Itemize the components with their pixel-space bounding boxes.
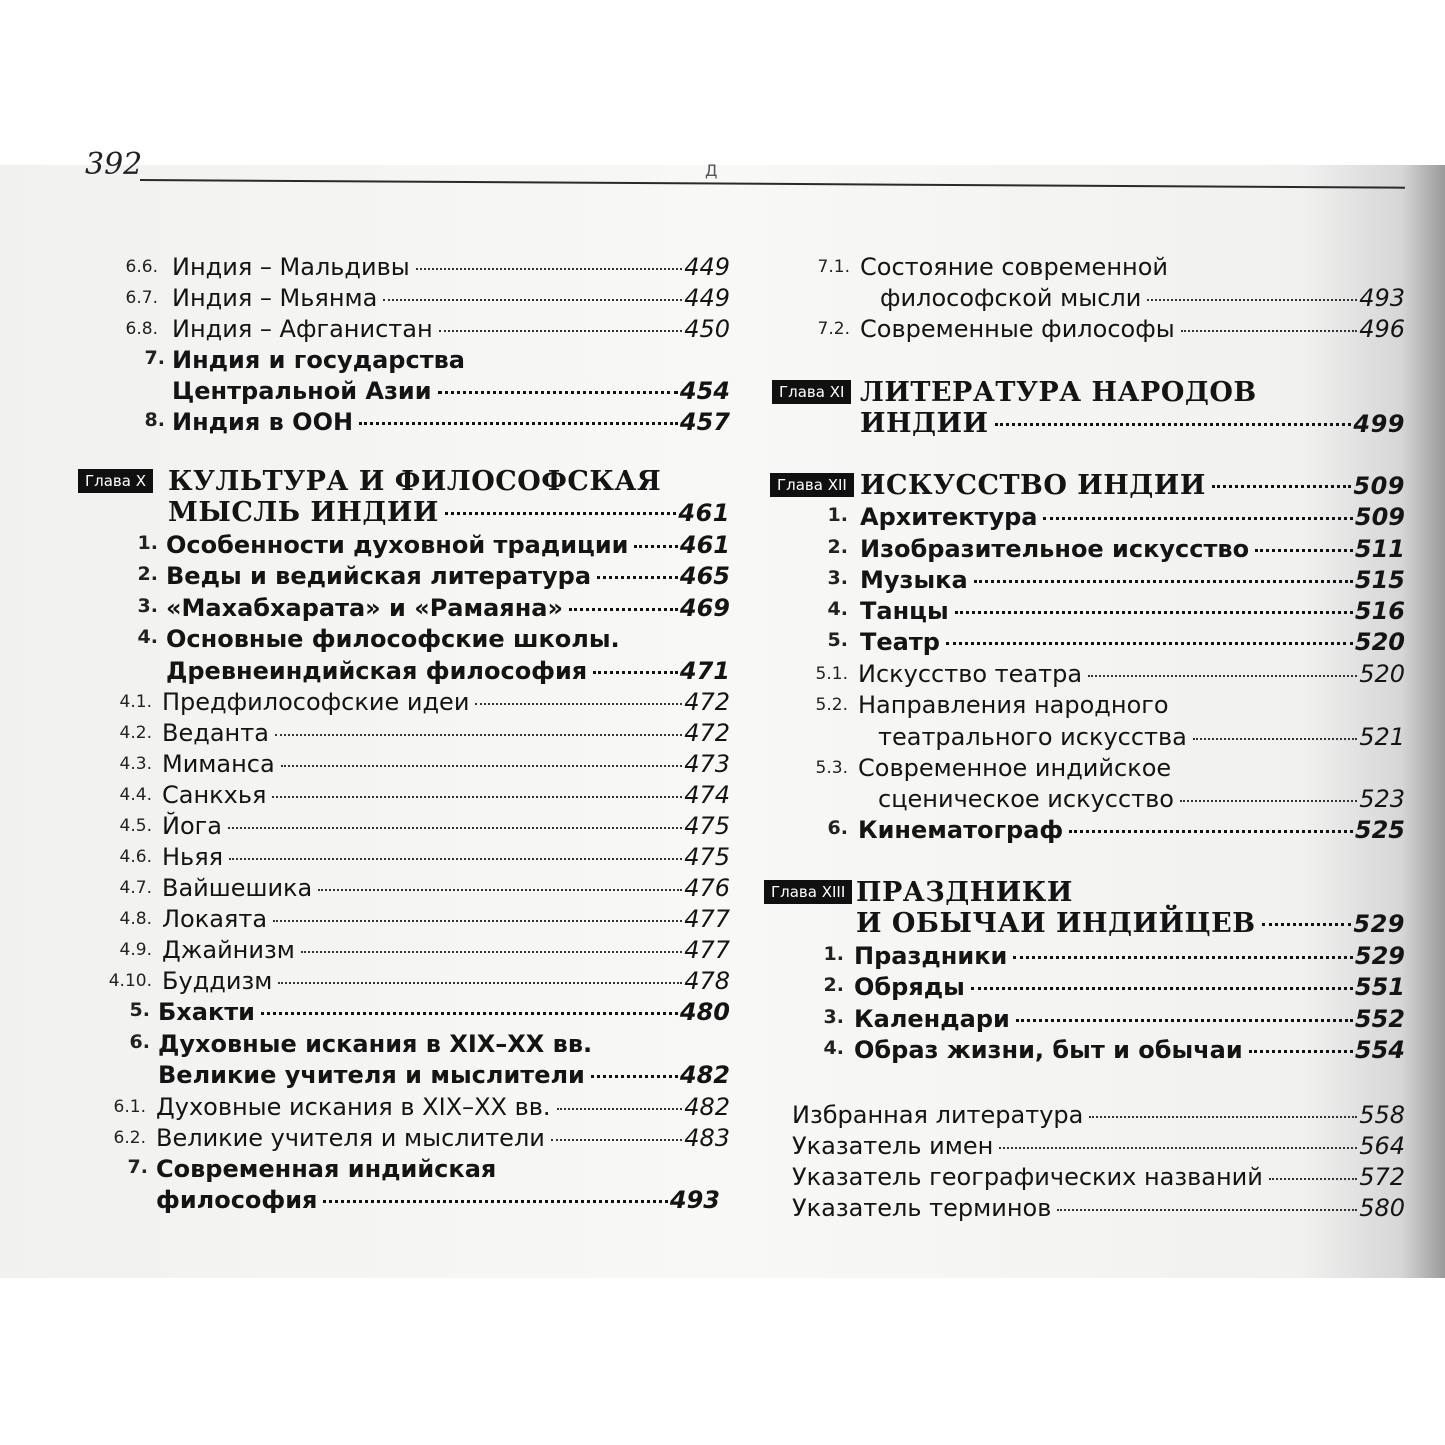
entry-number: 4.5. <box>119 816 152 836</box>
entry-text: Веданта <box>162 719 269 747</box>
entry-number: 3. <box>823 1006 844 1028</box>
entry-number: 4.4. <box>119 785 152 805</box>
entry-title <box>860 470 1405 502</box>
page-ref: 465 <box>679 562 730 590</box>
dot-leader <box>1180 800 1357 802</box>
entry-title <box>162 935 730 965</box>
page-ref: 475 <box>684 843 730 871</box>
page-ref: 477 <box>684 905 730 933</box>
entry-title <box>158 997 730 1027</box>
page-ref: 454 <box>679 377 730 405</box>
entry-text: Обряды <box>854 973 965 1001</box>
dot-leader <box>416 268 682 270</box>
entry-number: 6. <box>827 817 848 839</box>
dot-leader <box>955 611 1353 614</box>
entry-number: 8. <box>144 409 165 431</box>
page-ref: 529 <box>1354 942 1405 970</box>
page-ref: 449 <box>684 284 730 312</box>
dot-leader <box>593 671 678 674</box>
dot-leader <box>359 422 678 425</box>
dot-leader <box>557 1108 683 1110</box>
page-ref: 473 <box>684 750 730 778</box>
entry-title: Духовные искания в XIX–XX вв. <box>158 1030 593 1058</box>
entry-number: 4.10. <box>108 971 152 991</box>
entry-title <box>792 1193 1405 1223</box>
page-ref: 482 <box>679 1061 730 1089</box>
dot-leader <box>261 1012 678 1015</box>
entry-number: 4. <box>827 598 848 620</box>
entry-title <box>162 749 730 779</box>
entry-title: ЛИТЕРАТУРА НАРОДОВ <box>860 377 1257 408</box>
dot-leader <box>445 512 676 515</box>
entry-title: Индия и государства <box>172 346 465 374</box>
chapter-label: Глава XIII <box>764 880 852 904</box>
entry-text: Искусство театра <box>858 660 1083 688</box>
page-ref: 457 <box>679 408 730 436</box>
entry-title <box>860 565 1405 595</box>
entry-text: Веды и ведийская литература <box>166 562 592 590</box>
dot-leader <box>1016 1019 1353 1022</box>
dot-leader <box>569 608 678 611</box>
page-ref: 450 <box>684 315 730 343</box>
entry-text: Ньяя <box>162 843 224 871</box>
page-ref: 449 <box>684 253 730 281</box>
dot-leader <box>475 703 682 705</box>
dot-leader <box>383 299 682 301</box>
dot-leader <box>591 1075 678 1078</box>
entry-text: Индия – Афганистан <box>172 315 433 343</box>
page-ref: 564 <box>1359 1132 1405 1160</box>
dot-leader <box>1193 738 1357 740</box>
entry-text: Йога <box>162 812 222 840</box>
entry-number: 4.3. <box>119 754 152 774</box>
page-ref: 475 <box>684 812 730 840</box>
entry-number: 6.6. <box>125 257 158 277</box>
dot-leader <box>974 580 1353 583</box>
entry-title: Направления народного <box>858 691 1169 719</box>
running-head-mark: Д <box>705 161 718 180</box>
entry-number: 4. <box>823 1037 844 1059</box>
entry-text: Кинематограф <box>858 816 1064 844</box>
dot-leader <box>551 1139 682 1141</box>
entry-title <box>156 1185 720 1215</box>
entry-number: 5.1. <box>815 664 848 684</box>
entry-number: 1. <box>137 532 158 554</box>
entry-text: Предфилософские идеи <box>162 688 470 716</box>
entry-number: 7.2. <box>817 319 850 339</box>
entry-title <box>162 811 730 841</box>
chapter-label: Глава XII <box>770 473 854 497</box>
page-ref: 552 <box>1354 1005 1405 1033</box>
entry-text: сценическое искусство <box>878 785 1174 813</box>
page-ref: 558 <box>1359 1101 1405 1129</box>
page-ref: 472 <box>684 719 730 747</box>
entry-number: 4. <box>137 626 158 648</box>
entry-text: Центральной Азии <box>172 377 432 405</box>
dot-leader <box>301 951 682 953</box>
entry-text: Календари <box>854 1005 1010 1033</box>
entry-text: ИСКУССТВО ИНДИИ <box>860 470 1206 501</box>
entry-text: Великие учителя и мыслители <box>156 1124 545 1152</box>
entry-number: 1. <box>823 943 844 965</box>
entry-title <box>166 530 730 560</box>
entry-number: 6.1. <box>113 1097 146 1117</box>
dot-leader <box>1255 549 1353 552</box>
dot-leader <box>634 545 677 548</box>
chapter-label: Глава XI <box>772 380 851 404</box>
entry-title <box>166 656 730 686</box>
page-ref: 496 <box>1359 315 1405 343</box>
entry-number: 4.9. <box>119 940 152 960</box>
entry-title <box>172 407 730 437</box>
entry-title <box>156 1092 730 1122</box>
page-ref: 529 <box>1353 910 1405 938</box>
entry-title <box>162 904 730 934</box>
entry-text: Музыка <box>860 566 968 594</box>
entry-text: Локаята <box>162 905 268 933</box>
dot-leader <box>439 330 683 332</box>
page-ref: 499 <box>1353 410 1405 438</box>
page-ref: 472 <box>684 688 730 716</box>
entry-number: 6.7. <box>125 288 158 308</box>
entry-number: 3. <box>827 567 848 589</box>
entry-number: 4.7. <box>119 878 152 898</box>
page-ref: 554 <box>1354 1036 1405 1064</box>
page-ref: 509 <box>1353 472 1405 500</box>
page-ref: 474 <box>684 781 730 809</box>
entry-text: философия <box>156 1186 318 1214</box>
entry-number: 7. <box>127 1156 148 1178</box>
dot-leader <box>1088 675 1357 677</box>
entry-title <box>878 722 1405 752</box>
entry-title: Основные философские школы. <box>166 625 620 653</box>
entry-number: 2. <box>827 536 848 558</box>
entry-title <box>880 283 1405 313</box>
header-rule <box>140 179 1405 189</box>
entry-text: Миманса <box>162 750 275 778</box>
page-ref: 461 <box>678 499 730 527</box>
page-ref: 478 <box>684 967 730 995</box>
entry-text: И ОБЫЧАИ ИНДИЙЦЕВ <box>856 908 1256 939</box>
entry-text: Бхакти <box>158 998 255 1026</box>
entry-text: Особенности духовной традиции <box>166 531 629 559</box>
entry-text: «Махабхарата» и «Рамаяна» <box>166 594 563 622</box>
dot-leader <box>278 982 682 984</box>
entry-title <box>854 1035 1405 1065</box>
page-ref: 516 <box>1354 597 1405 625</box>
entry-title: ПРАЗДНИКИ <box>856 877 1073 908</box>
entry-title: Состояние современной <box>860 253 1168 281</box>
entry-title <box>856 908 1405 940</box>
page-ref: 509 <box>1354 503 1405 531</box>
entry-text: философской мысли <box>880 284 1142 312</box>
dot-leader <box>438 391 678 394</box>
dot-leader <box>971 987 1353 990</box>
entry-number: 6. <box>129 1031 150 1053</box>
dot-leader <box>273 920 682 922</box>
page-ref: 469 <box>679 594 730 622</box>
entry-text: театрального искусства <box>878 723 1187 751</box>
dot-leader <box>275 734 682 736</box>
entry-text: Индия – Мьянма <box>172 284 378 312</box>
entry-text: Указатель терминов <box>792 1194 1052 1222</box>
dot-leader <box>597 576 678 579</box>
entry-title <box>172 283 730 313</box>
entry-title <box>172 314 730 344</box>
entry-title <box>858 659 1405 689</box>
entry-number: 2. <box>823 974 844 996</box>
dot-leader <box>1013 956 1353 959</box>
entry-text: Архитектура <box>860 503 1038 531</box>
entry-title <box>162 687 730 717</box>
entry-text: Изобразительное искусство <box>860 535 1250 563</box>
entry-title <box>854 972 1405 1002</box>
entry-title <box>860 534 1405 564</box>
entry-text: ИНДИИ <box>860 408 989 439</box>
entry-number: 5.3. <box>815 758 848 778</box>
entry-title: КУЛЬТУРА И ФИЛОСОФСКАЯ <box>168 466 662 497</box>
entry-number: 3. <box>137 595 158 617</box>
entry-title <box>860 502 1405 532</box>
entry-title <box>878 784 1405 814</box>
page-ref: 480 <box>679 998 730 1026</box>
page-ref: 523 <box>1359 785 1405 813</box>
entry-text: Джайнизм <box>162 936 295 964</box>
entry-text: Современные философы <box>860 315 1175 343</box>
dot-leader <box>995 423 1352 426</box>
entry-text: Вайшешика <box>162 874 313 902</box>
page-ref: 482 <box>684 1093 730 1121</box>
entry-text: Танцы <box>860 597 949 625</box>
entry-title <box>860 627 1405 657</box>
entry-title <box>168 497 730 529</box>
entry-number: 5. <box>129 999 150 1021</box>
dot-leader <box>1249 1050 1353 1053</box>
dot-leader <box>228 827 682 829</box>
entry-number: 4.2. <box>119 723 152 743</box>
page-ref: 461 <box>679 531 730 559</box>
entry-text: Духовные искания в XIX–XX вв. <box>156 1093 551 1121</box>
dot-leader <box>946 642 1353 645</box>
page-ref: 520 <box>1359 660 1405 688</box>
entry-title <box>166 593 730 623</box>
entry-title <box>854 1004 1405 1034</box>
page-ref: 493 <box>1359 284 1405 312</box>
chapter-label: Глава X <box>78 469 153 493</box>
page-ref: 580 <box>1359 1194 1405 1222</box>
entry-number: 5. <box>827 629 848 651</box>
entry-title <box>860 408 1405 440</box>
dot-leader <box>1262 923 1352 926</box>
dot-leader <box>318 889 682 891</box>
dot-leader <box>229 858 682 860</box>
page-ref: 493 <box>669 1186 720 1214</box>
dot-leader <box>1089 1116 1357 1118</box>
entry-number: 2. <box>137 563 158 585</box>
entry-text: Великие учителя и мыслители <box>158 1061 585 1089</box>
entry-text: Буддизм <box>162 967 273 995</box>
book-page <box>0 147 1445 1278</box>
entry-text: Индия – Мальдивы <box>172 253 410 281</box>
page-ref: 572 <box>1359 1163 1405 1191</box>
page-ref: 477 <box>684 936 730 964</box>
entry-number: 4.8. <box>119 909 152 929</box>
entry-title <box>172 252 730 282</box>
entry-number: 7. <box>144 347 165 369</box>
entry-number: 4.1. <box>119 692 152 712</box>
entry-title <box>854 941 1405 971</box>
entry-number: 1. <box>827 504 848 526</box>
dot-leader <box>1043 517 1352 520</box>
page-ref: 520 <box>1354 628 1405 656</box>
dot-leader <box>281 765 682 767</box>
page-ref: 521 <box>1359 723 1405 751</box>
entry-title <box>860 314 1405 344</box>
entry-title: Современное индийское <box>858 754 1172 782</box>
dot-leader <box>272 796 682 798</box>
entry-number: 6.8. <box>125 319 158 339</box>
page-ref: 551 <box>1354 973 1405 1001</box>
entry-text: Праздники <box>854 942 1008 970</box>
dot-leader <box>1212 485 1352 488</box>
page-ref: 511 <box>1354 535 1405 563</box>
entry-title <box>162 780 730 810</box>
entry-title <box>158 1060 730 1090</box>
entry-text: Образ жизни, быт и обычаи <box>854 1036 1243 1064</box>
entry-title <box>858 815 1405 845</box>
entry-text: Указатель географических названий <box>792 1163 1263 1191</box>
entry-title <box>792 1100 1405 1130</box>
entry-title <box>792 1131 1405 1161</box>
entry-text: Санкхья <box>162 781 267 809</box>
entry-number: 6.2. <box>113 1128 146 1148</box>
page-ref: 476 <box>684 874 730 902</box>
entry-title <box>792 1162 1405 1192</box>
entry-title <box>162 842 730 872</box>
page-ref: 515 <box>1354 566 1405 594</box>
entry-number: 4.6. <box>119 847 152 867</box>
entry-title <box>162 966 730 996</box>
entry-title <box>156 1123 730 1153</box>
page-number: 392 <box>85 147 143 182</box>
dot-leader <box>323 1200 667 1203</box>
entry-number: 7.1. <box>817 257 850 277</box>
page-ref: 471 <box>679 657 730 685</box>
bleed-through-text <box>740 255 770 1255</box>
page-ref: 483 <box>684 1124 730 1152</box>
entry-text: Древнеиндийская философия <box>166 657 588 685</box>
entry-number: 5.2. <box>815 695 848 715</box>
entry-text: Театр <box>860 628 940 656</box>
entry-text: Избранная литература <box>792 1101 1084 1129</box>
dot-leader <box>1269 1178 1357 1180</box>
dot-leader <box>1147 299 1357 301</box>
entry-text: Индия в ООН <box>172 408 354 436</box>
entry-text: МЫСЛЬ ИНДИИ <box>168 497 439 528</box>
entry-title <box>162 873 730 903</box>
entry-title: Современная индийская <box>156 1155 497 1183</box>
page-ref: 525 <box>1354 816 1405 844</box>
dot-leader <box>999 1147 1357 1149</box>
entry-text: Указатель имен <box>792 1132 994 1160</box>
entry-title <box>860 596 1405 626</box>
entry-title <box>162 718 730 748</box>
entry-title <box>172 376 730 406</box>
dot-leader <box>1069 830 1353 833</box>
entry-title <box>166 561 730 591</box>
dot-leader <box>1057 1209 1357 1211</box>
dot-leader <box>1181 330 1358 332</box>
